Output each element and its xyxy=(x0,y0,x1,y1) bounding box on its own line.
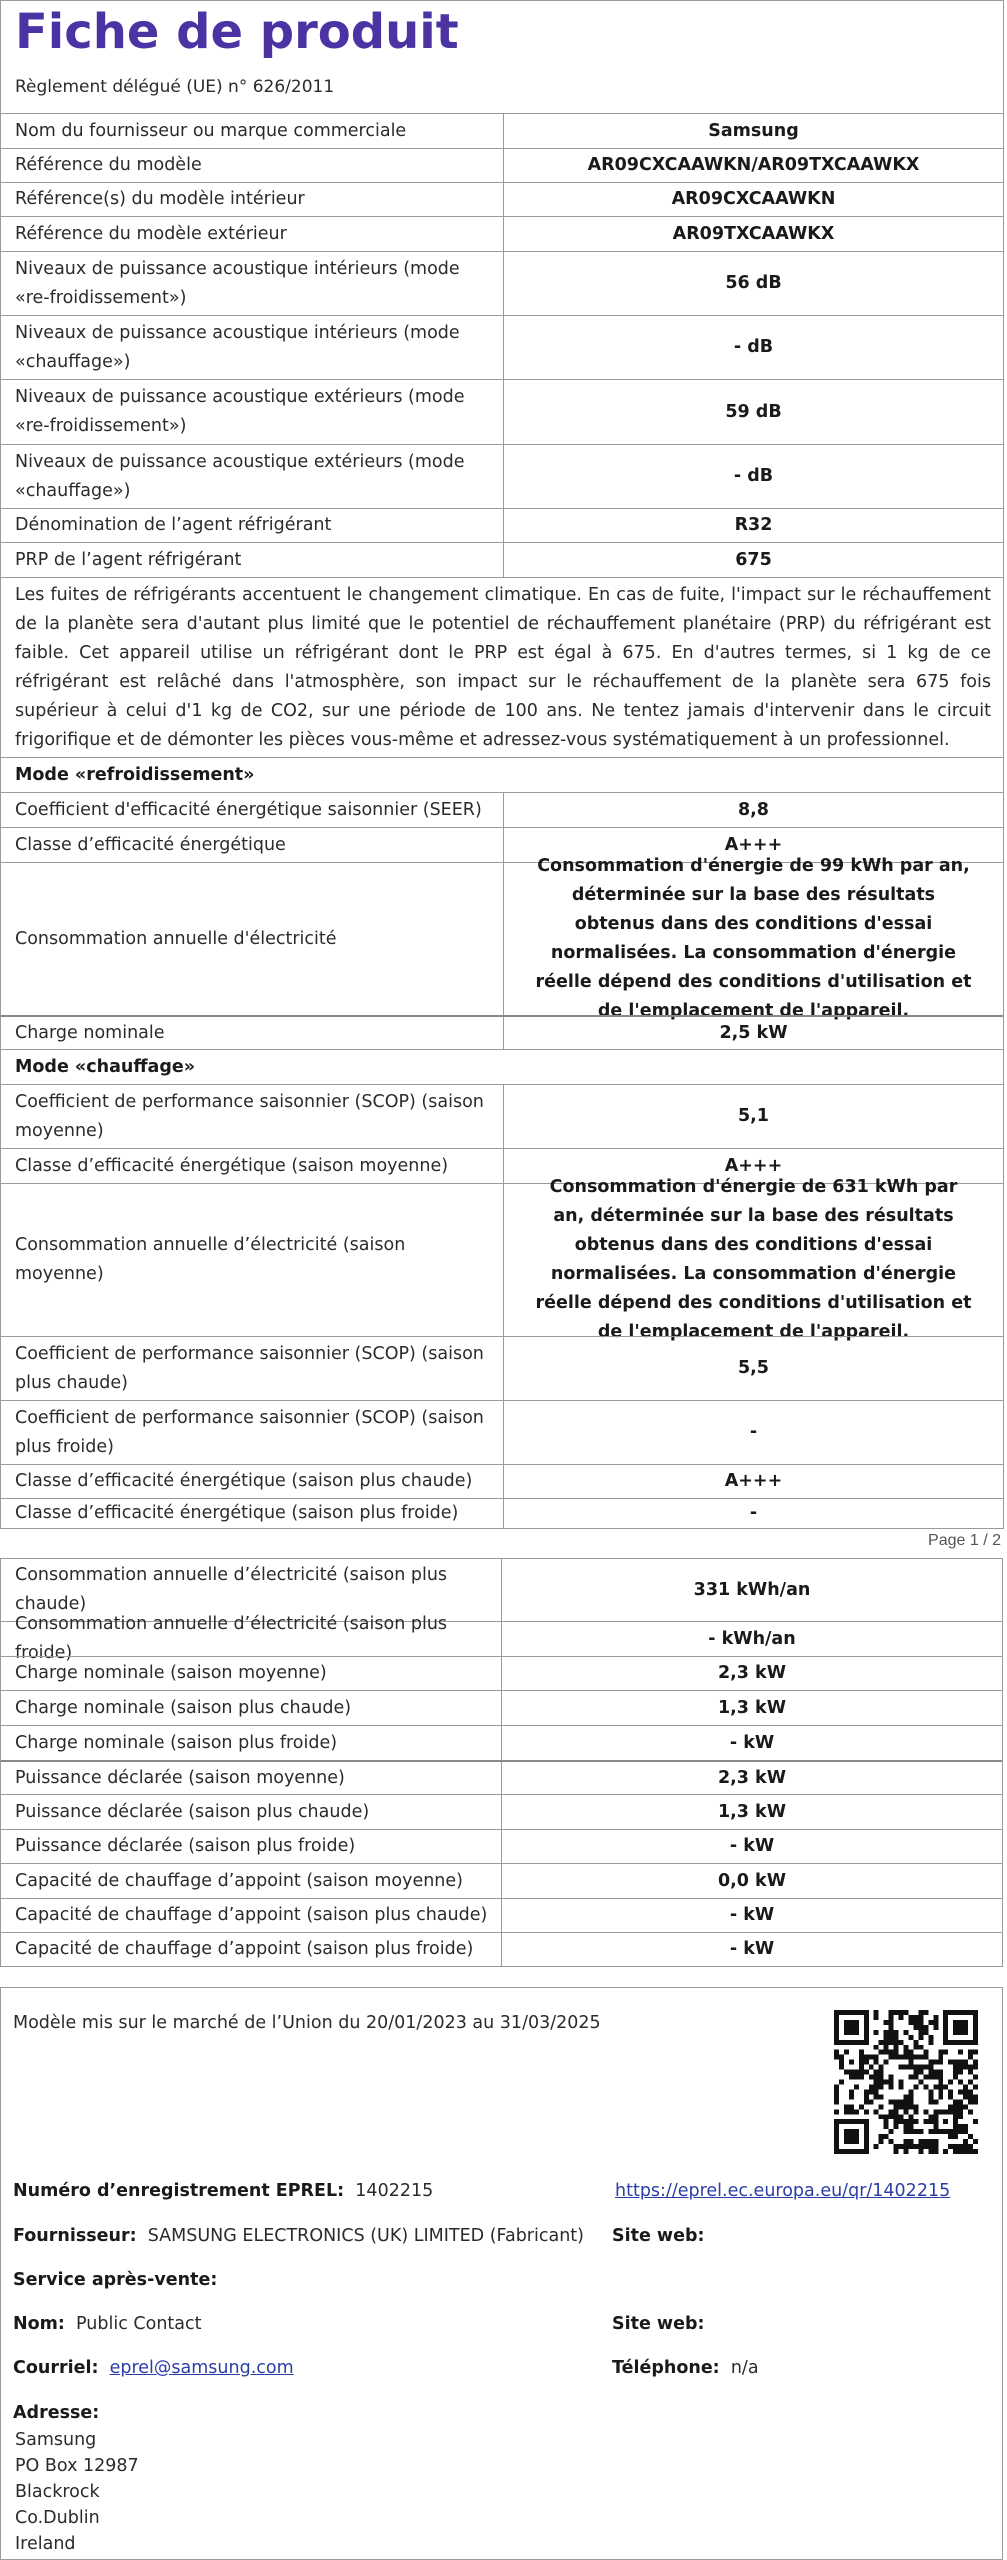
row-label: Charge nominale (saison moyenne) xyxy=(1,1657,502,1690)
row-label: Consommation annuelle d’électricité (saison moyenne) xyxy=(1,1184,504,1336)
service-label: Service après-vente: xyxy=(13,2270,218,2290)
address-block xyxy=(15,2427,139,2557)
product-sheet-table-continued xyxy=(0,1558,1003,1967)
market-period-text: Modèle mis sur le marché de l’Union du 20/01/2023 au 31/03/2025 xyxy=(13,2013,601,2033)
table-row xyxy=(1,1336,1003,1400)
row-value: Consommation d'énergie de 99 kWh par an, déterminée sur la base des résultats obtenus dans des conditions d'essai normalisées. La consommation d'énergie réelle dépend des conditions d'utilisation et de l'emplacement de l'appareil. xyxy=(535,856,972,1021)
row-label: Consommation annuelle d’électricité (saison plus froide) xyxy=(1,1622,502,1656)
table-row xyxy=(1,508,1003,542)
table-row xyxy=(1,1932,1002,1966)
table-row xyxy=(1,251,1003,315)
section-heading-cooling xyxy=(1,757,1003,792)
address-line: Samsung xyxy=(15,2430,97,2450)
row-label: Classe d’efficacité énergétique xyxy=(1,828,504,862)
table-row xyxy=(1,1760,1002,1794)
row-label: Coefficient de performance saisonnier (SCOP) (saison moyenne) xyxy=(1,1085,504,1148)
row-label: Capacité de chauffage d’appoint (saison plus chaude) xyxy=(1,1899,502,1932)
table-row xyxy=(1,1690,1002,1725)
row-value: 5,1 xyxy=(737,1106,769,1126)
row-value: AR09CXCAAWKN xyxy=(671,189,836,209)
row-label: Classe d’efficacité énergétique (saison moyenne) xyxy=(1,1149,504,1183)
qr-code-icon xyxy=(834,2010,978,2154)
row-label: Capacité de chauffage d’appoint (saison plus froide) xyxy=(1,1933,502,1966)
table-row xyxy=(1,792,1003,827)
table-row xyxy=(1,1015,1003,1049)
website-label: Site web: xyxy=(612,2226,705,2246)
table-row xyxy=(1,216,1003,251)
row-value: Consommation d'énergie de 631 kWh par an, déterminée sur la base des résultats obtenus dans des conditions d'essai normalisées. La consommation d'énergie réelle dépend des conditions d'utilisation et de l'emplacement de l'appareil. xyxy=(535,1177,972,1342)
row-label: Dénomination de l’agent réfrigérant xyxy=(1,509,504,542)
row-value: - kW xyxy=(729,1732,775,1753)
table-row xyxy=(1,1498,1003,1528)
row-value: 1,3 kW xyxy=(717,1801,787,1822)
regulation-text: Règlement délégué (UE) n° 626/2011 xyxy=(15,77,335,97)
service-website xyxy=(612,2312,705,2336)
table-row xyxy=(1,1614,1002,1663)
table-row xyxy=(1,1725,1002,1760)
refrigerant-notice xyxy=(1,577,1003,757)
table-row xyxy=(1,1177,1003,1342)
row-value: 5,5 xyxy=(737,1358,769,1378)
row-label: Référence(s) du modèle intérieur xyxy=(1,183,504,216)
row-value: - kW xyxy=(729,1939,775,1959)
phone-value: n/a xyxy=(730,2358,759,2378)
row-value: 1,3 kW xyxy=(717,1697,787,1718)
row-label: Puissance déclarée (saison plus chaude) xyxy=(1,1795,502,1829)
section-heading-heating xyxy=(1,1049,1003,1084)
eprel-registration xyxy=(13,2179,433,2203)
row-label: Référence du modèle extérieur xyxy=(1,217,504,251)
supplier-value: SAMSUNG ELECTRONICS (UK) LIMITED (Fabricant) xyxy=(147,2226,584,2246)
row-value: Samsung xyxy=(708,120,799,141)
table-row xyxy=(1,1084,1003,1148)
row-label: PRP de l’agent réfrigérant xyxy=(1,543,504,577)
address-line: PO Box 12987 xyxy=(15,2456,139,2476)
row-label: Charge nominale (saison plus froide) xyxy=(1,1726,502,1760)
row-value: R32 xyxy=(734,515,773,535)
table-row xyxy=(1,444,1003,508)
row-label: Consommation annuelle d’électricité (saison plus chaude) xyxy=(1,1559,502,1621)
phone-label: Téléphone: xyxy=(612,2358,720,2378)
address-label: Adresse: xyxy=(13,2403,100,2423)
table-row xyxy=(1,113,1003,148)
address-heading xyxy=(13,2401,99,2425)
row-label: Classe d’efficacité énergétique (saison plus chaude) xyxy=(1,1465,504,1498)
table-row xyxy=(1,182,1003,216)
row-label: Classe d’efficacité énergétique (saison plus froide) xyxy=(1,1499,504,1528)
row-label: Puissance déclarée (saison plus froide) xyxy=(1,1830,502,1863)
after-sales-heading xyxy=(13,2268,217,2292)
row-value: - kW xyxy=(729,1905,775,1925)
email-link[interactable]: eprel@samsung.com xyxy=(109,2358,294,2378)
row-value: 675 xyxy=(735,549,772,570)
row-value: AR09CXCAAWKN/AR09TXCAAWKX xyxy=(587,155,920,175)
page-indicator: Page 1 / 2 xyxy=(928,1532,1001,1549)
name-value: Public Contact xyxy=(76,2314,202,2334)
eprel-link-wrapper xyxy=(615,2179,950,2203)
phone-line xyxy=(612,2356,759,2380)
page-title: Fiche de produit xyxy=(15,4,459,60)
email-line xyxy=(13,2356,294,2380)
row-label: Capacité de chauffage d’appoint (saison moyenne) xyxy=(1,1864,502,1898)
table-row xyxy=(1,1898,1002,1932)
row-value: A+++ xyxy=(724,1471,783,1491)
row-value: - dB xyxy=(733,337,774,357)
email-label: Courriel: xyxy=(13,2358,99,2378)
row-value: A+++ xyxy=(724,834,783,855)
table-row xyxy=(1,1829,1002,1863)
refrigerant-notice-text: Les fuites de réfrigérants accentuent le changement climatique. En cas de fuite, l'impact sur le réchauffement de la planète sera d'autant plus limité que le potentiel de réchauffement planétaire (PRP) du réfrigérant est faible. Cet appareil utilise un réfrigérant dont le PRP est égal à 675. En d'autres termes, si 1 kg de ce réfrigérant est relâché dans l'atmosphère, son impact sur le réchauffement de la planète sera 675 fois supérieur à celui d'1 kg de CO2, sur une période de 100 ans. Ne tentez jamais d'intervenir dans le circuit frigorifique et de démonter les pièces vous-même et adressez-vous systématiquement à un professionnel. xyxy=(15,584,991,750)
table-row xyxy=(1,315,1003,379)
name-label: Nom: xyxy=(13,2314,65,2334)
eprel-link[interactable]: https://eprel.ec.europa.eu/qr/1402215 xyxy=(615,2181,951,2201)
row-label: Niveaux de puissance acoustique intérieurs (mode «re-froidissement») xyxy=(1,252,504,315)
row-value: - xyxy=(749,1503,758,1523)
row-value: 2,3 kW xyxy=(717,1663,787,1683)
row-label: Charge nominale (saison plus chaude) xyxy=(1,1691,502,1725)
supplier-website xyxy=(612,2224,705,2248)
row-label: Coefficient d'efficacité énergétique saisonnier (SEER) xyxy=(1,793,504,827)
row-value: - xyxy=(749,1422,758,1442)
table-row xyxy=(1,1794,1002,1829)
supplier-label: Fournisseur: xyxy=(13,2226,137,2246)
address-line: Co.Dublin xyxy=(15,2508,100,2528)
address-line: Blackrock xyxy=(15,2482,100,2502)
row-value: 2,3 kW xyxy=(717,1767,787,1788)
supplier-line xyxy=(13,2224,584,2248)
row-value: A+++ xyxy=(724,1155,783,1176)
row-label: Niveaux de puissance acoustique extérieurs (mode «chauffage») xyxy=(1,445,504,508)
contact-name-line xyxy=(13,2312,202,2336)
table-row xyxy=(1,542,1003,577)
row-value: - kW xyxy=(729,1836,775,1856)
row-label: Puissance déclarée (saison moyenne) xyxy=(1,1762,502,1794)
row-label: Niveaux de puissance acoustique extérieurs (mode «re-froidissement») xyxy=(1,380,504,444)
row-label: Référence du modèle xyxy=(1,149,504,182)
table-row xyxy=(1,1400,1003,1464)
row-value: 59 dB xyxy=(725,401,782,422)
eprel-number: 1402215 xyxy=(355,2181,434,2201)
row-value: 56 dB xyxy=(725,273,782,293)
eprel-label: Numéro d’enregistrement EPREL: xyxy=(13,2181,345,2201)
table-row xyxy=(1,1656,1002,1690)
address-line: Ireland xyxy=(15,2534,76,2554)
table-row xyxy=(1,856,1003,1021)
row-value: 8,8 xyxy=(737,799,769,820)
row-value: AR09TXCAAWKX xyxy=(672,223,835,244)
heating-heading: Mode «chauffage» xyxy=(15,1056,196,1077)
row-value: 2,5 kW xyxy=(719,1022,788,1043)
cooling-heading: Mode «refroidissement» xyxy=(15,764,255,785)
row-value: - kWh/an xyxy=(708,1628,796,1649)
table-row xyxy=(1,148,1003,182)
row-label: Nom du fournisseur ou marque commerciale xyxy=(1,114,504,148)
table-row xyxy=(1,1464,1003,1498)
row-value: 0,0 kW xyxy=(717,1870,787,1891)
row-label: Charge nominale xyxy=(1,1017,504,1049)
website-label: Site web: xyxy=(612,2314,705,2334)
table-row xyxy=(1,1863,1002,1898)
row-label: Coefficient de performance saisonnier (SCOP) (saison plus chaude) xyxy=(1,1337,504,1400)
row-label: Consommation annuelle d'électricité xyxy=(1,863,504,1015)
row-label: Coefficient de performance saisonnier (SCOP) (saison plus froide) xyxy=(1,1401,504,1464)
row-value: - dB xyxy=(733,466,774,486)
row-value: 331 kWh/an xyxy=(693,1579,811,1600)
table-row xyxy=(1,379,1003,444)
row-label: Niveaux de puissance acoustique intérieurs (mode «chauffage») xyxy=(1,316,504,379)
